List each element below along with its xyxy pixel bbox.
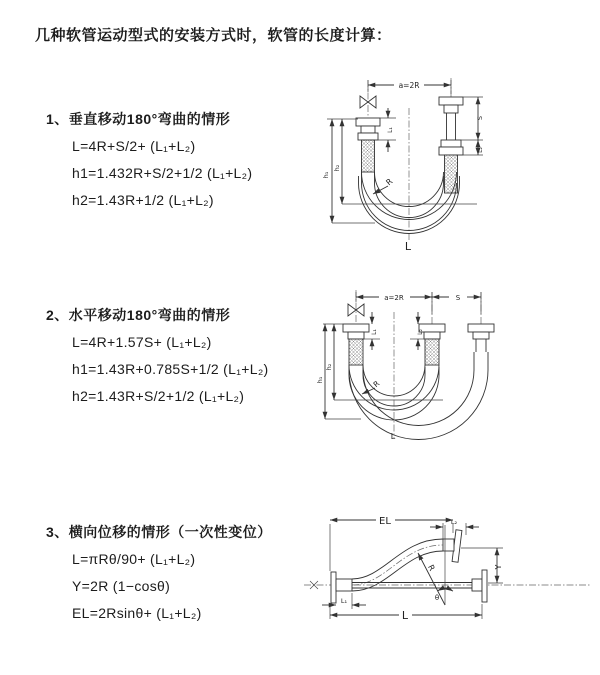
- dim-label-l2: L₂: [450, 518, 458, 526]
- dimension-a: [368, 80, 451, 94]
- section-2-formula-h2: h2=1.43R+S/2+1/2 (L₁+L₂): [72, 388, 245, 404]
- dim-label-l1: L₁: [371, 329, 378, 335]
- page-title: 几种软管运动型式的安装方式时，软管的长度计算：: [35, 27, 392, 44]
- right-hose-fitting: [468, 324, 494, 352]
- section-3-heading: 3、横向位移的情形（一次性变位）: [46, 524, 272, 540]
- section-3-formula-Y: Y=2R (1−cosθ): [72, 578, 171, 594]
- dim-label-s: S: [476, 115, 484, 121]
- dim-label-a2r: a=2R: [384, 294, 404, 302]
- dimension-a: [356, 292, 481, 314]
- dimension-l2: [477, 140, 484, 155]
- dim-label-s: S: [455, 294, 461, 302]
- angle-construction: [418, 525, 453, 605]
- section-1-formula-h1: h1=1.432R+S/2+1/2 (L₁+L₂): [72, 165, 253, 181]
- length-label: L: [404, 240, 412, 253]
- dimension-l1: [322, 593, 366, 609]
- radius-label: R: [371, 378, 382, 390]
- left-hose-fitting: [343, 324, 369, 365]
- section-3-formula-L: L=πRθ/90+ (L₁+L₂): [72, 551, 196, 567]
- hose-u-bend: [349, 352, 488, 440]
- dimension-l: [330, 604, 482, 622]
- dim-label-l: L: [401, 609, 409, 622]
- section-1-heading: 1、垂直移动180°弯曲的情形: [46, 111, 231, 127]
- dimension-s: [458, 97, 484, 155]
- dim-label-h2: h₂: [325, 363, 333, 371]
- section-3-formula-EL: EL=2Rsinθ+ (L₁+L₂): [72, 605, 202, 621]
- diagram-vertical-180-bend: [315, 70, 595, 270]
- dimension-s: [432, 294, 481, 302]
- radius-label: R: [425, 563, 437, 573]
- section-2-formula-L: L=4R+1.57S+ (L₁+L₂): [72, 334, 212, 350]
- radius-callout: [373, 177, 395, 194]
- section-1-formula-L: L=4R+S/2+ (L₁+L₂): [72, 138, 196, 154]
- section-2: [46, 306, 269, 406]
- dim-label-h1: h₁: [322, 171, 330, 179]
- dim-label-l2: L₂: [417, 329, 424, 335]
- radius-label: R: [384, 176, 395, 188]
- dimension-l2: [410, 312, 426, 350]
- dimension-l1: [375, 108, 396, 152]
- dim-label-el: EL: [379, 516, 391, 527]
- diagram-horizontal-180-bend: [315, 282, 595, 447]
- dim-label-h1: h₁: [316, 376, 324, 384]
- section-2-heading: 2、水平移动180°弯曲的情形: [46, 307, 231, 323]
- left-hose-fitting: [356, 118, 380, 172]
- dim-label-l1: L₁: [387, 127, 394, 133]
- dim-label-h2: h₂: [333, 164, 341, 172]
- diagram-lateral-displacement: [298, 505, 598, 650]
- angle-label: θ: [434, 594, 440, 602]
- dimension-l2: [430, 518, 479, 539]
- dim-label-a2r: a=2R: [398, 81, 420, 90]
- section-3: [46, 523, 272, 623]
- dim-label-y: Y: [494, 564, 503, 570]
- section-2-formula-h1: h1=1.43R+0.785S+1/2 (L₁+L₂): [72, 361, 269, 377]
- length-label: L: [390, 432, 396, 441]
- straight-pipe-position: [352, 570, 487, 602]
- section-1: [46, 110, 252, 210]
- dim-label-l1: L₁: [340, 597, 348, 605]
- dim-label-l2: L₂: [477, 147, 484, 153]
- section-1-formula-h2: h2=1.43R+1/2 (L₁+L₂): [72, 192, 214, 208]
